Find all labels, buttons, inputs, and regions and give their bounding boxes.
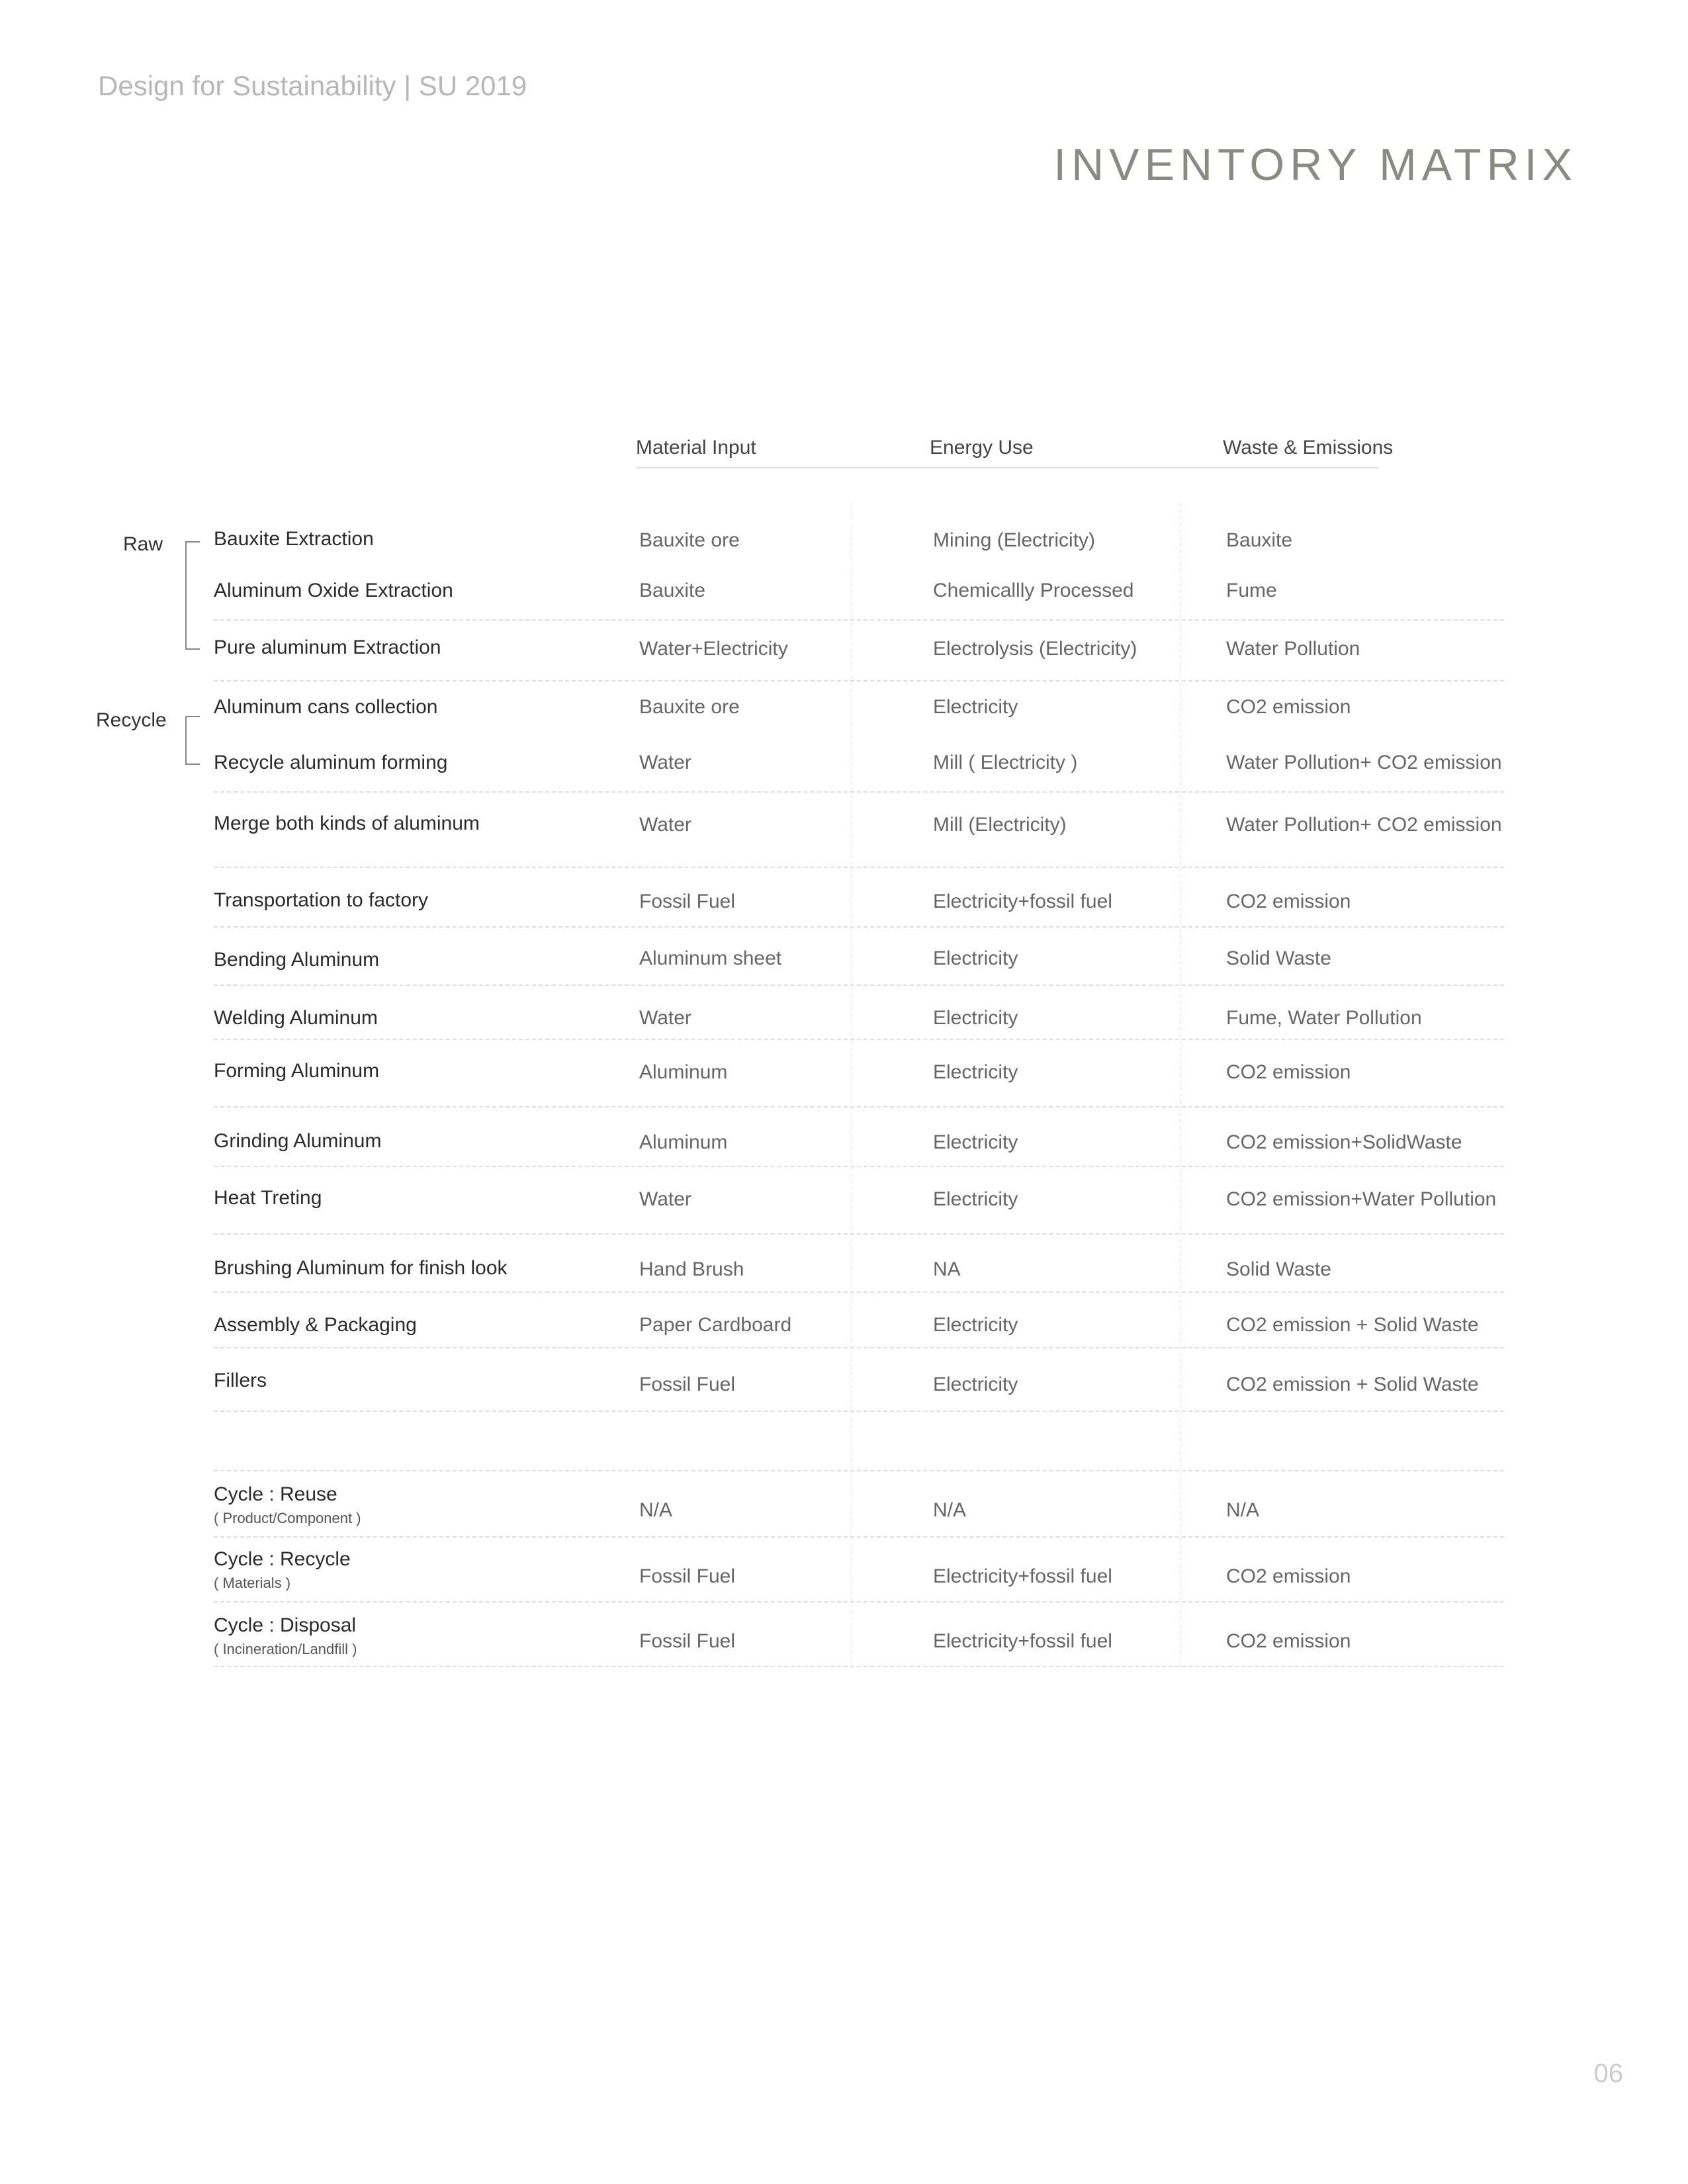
energy-cell: NA <box>933 1258 961 1280</box>
group-bracket-raw <box>185 541 200 650</box>
row-separator <box>214 984 1504 986</box>
row-label-text: Cycle : Recycle <box>214 1548 351 1570</box>
table-row <box>214 929 1504 986</box>
row-sublabel: ( Materials ) <box>214 1575 291 1591</box>
row-label-text: Transportation to factory <box>214 889 429 911</box>
row-separator <box>214 1347 1504 1348</box>
table-row <box>214 568 1504 621</box>
waste-cell: CO2 emission+Water Pollution <box>1226 1188 1497 1210</box>
table-row <box>214 1109 1504 1167</box>
material-cell: Water <box>639 1007 691 1029</box>
waste-cell: Water Pollution <box>1226 638 1360 660</box>
column-header-waste: Waste & Emissions <box>1223 437 1394 459</box>
row-separator <box>214 1666 1504 1667</box>
material-cell: Water+Electricity <box>639 638 788 660</box>
energy-cell: Mill (Electricity) <box>933 814 1067 836</box>
row-label-text: Brushing Aluminum for finish look <box>214 1257 508 1279</box>
row-label <box>214 889 428 912</box>
waste-cell: CO2 emission+SolidWaste <box>1226 1131 1462 1153</box>
column-header-energy: Energy Use <box>930 437 1034 459</box>
table-row <box>214 1604 1504 1667</box>
page-title: INVENTORY MATRIX <box>1053 140 1577 190</box>
table-row <box>214 987 1504 1040</box>
energy-cell: Chemicallly Processed <box>933 580 1134 601</box>
row-label-text: Forming Aluminum <box>214 1060 380 1082</box>
waste-cell: CO2 emission <box>1226 1565 1351 1587</box>
waste-cell: CO2 emission <box>1226 891 1351 912</box>
row-label-text: Heat Treting <box>214 1187 322 1209</box>
row-label <box>214 1548 351 1592</box>
material-cell: Fossil Fuel <box>639 891 736 912</box>
table-row <box>214 794 1504 868</box>
table-row <box>214 1413 1504 1471</box>
material-cell: N/A <box>639 1499 673 1521</box>
waste-cell: Bauxite <box>1226 529 1293 551</box>
row-separator <box>214 867 1504 868</box>
material-cell: Hand Brush <box>639 1258 744 1280</box>
waste-cell: Water Pollution+ CO2 emission <box>1226 814 1502 836</box>
row-label <box>214 812 480 835</box>
material-cell: Fossil Fuel <box>639 1374 736 1395</box>
row-label-text: Aluminum cans collection <box>214 696 438 718</box>
table-row <box>214 1539 1504 1602</box>
material-cell: Bauxite <box>639 580 706 601</box>
table-row <box>214 1041 1504 1108</box>
material-cell: Fossil Fuel <box>639 1630 736 1652</box>
row-separator <box>214 1470 1504 1471</box>
group-label-recycle: Recycle <box>96 709 167 731</box>
row-label-text: Merge both kinds of aluminum <box>214 812 480 834</box>
column-header-material: Material Input <box>636 437 756 459</box>
row-label <box>214 1314 417 1336</box>
group-bracket-recycle <box>185 716 200 765</box>
energy-cell: Electricity <box>933 1131 1018 1153</box>
row-label-text: Fillers <box>214 1370 267 1391</box>
row-label <box>214 528 374 550</box>
row-separator <box>214 1411 1504 1412</box>
row-separator <box>214 791 1504 793</box>
energy-cell: N/A <box>933 1499 967 1521</box>
row-label <box>214 1483 361 1527</box>
row-separator <box>214 619 1504 621</box>
waste-cell: CO2 emission + Solid Waste <box>1226 1314 1479 1336</box>
row-separator <box>214 1166 1504 1167</box>
waste-cell: CO2 emission <box>1226 1630 1351 1652</box>
row-separator <box>214 926 1504 928</box>
energy-cell: Mill ( Electricity ) <box>933 752 1078 773</box>
energy-cell: Electricity <box>933 1374 1018 1395</box>
row-label-text: Bending Aluminum <box>214 949 380 971</box>
waste-cell: Fume, Water Pollution <box>1226 1007 1422 1029</box>
row-label-text: Grinding Aluminum <box>214 1130 382 1152</box>
waste-cell: N/A <box>1226 1499 1260 1521</box>
row-label-text: Bauxite Extraction <box>214 528 374 550</box>
energy-cell: Electricity <box>933 947 1018 969</box>
row-label <box>214 1187 322 1209</box>
row-label <box>214 1007 378 1029</box>
energy-cell: Electricity <box>933 696 1018 718</box>
row-separator <box>214 1291 1504 1293</box>
material-cell: Fossil Fuel <box>639 1565 736 1587</box>
row-label <box>214 636 441 659</box>
row-separator <box>214 680 1504 681</box>
waste-cell: CO2 emission <box>1226 1061 1351 1083</box>
energy-cell: Mining (Electricity) <box>933 529 1096 551</box>
waste-cell: Solid Waste <box>1226 947 1331 969</box>
material-cell: Water <box>639 814 691 836</box>
row-label-text: Welding Aluminum <box>214 1007 378 1029</box>
row-label <box>214 1370 267 1392</box>
material-cell: Aluminum sheet <box>639 947 782 969</box>
row-separator <box>214 1233 1504 1235</box>
row-label-text: Pure aluminum Extraction <box>214 636 441 658</box>
table-row <box>214 516 1504 566</box>
row-label-text: Cycle : Reuse <box>214 1483 337 1505</box>
energy-cell: Electrolysis (Electricity) <box>933 638 1137 660</box>
header-rule <box>636 467 1378 468</box>
row-label <box>214 752 447 774</box>
row-label <box>214 1614 357 1658</box>
row-label <box>214 1130 381 1153</box>
table-row <box>214 1473 1504 1538</box>
energy-cell: Electricity <box>933 1314 1018 1336</box>
table-row <box>214 1294 1504 1348</box>
row-label-text: Aluminum Oxide Extraction <box>214 580 453 601</box>
material-cell: Water <box>639 1188 691 1210</box>
table-row <box>214 622 1504 681</box>
material-cell: Aluminum <box>639 1131 728 1153</box>
waste-cell: CO2 emission <box>1226 696 1351 718</box>
table-row <box>214 1168 1504 1235</box>
page-number: 06 <box>1593 2059 1623 2088</box>
table-row <box>214 1236 1504 1293</box>
energy-cell: Electricity+fossil fuel <box>933 891 1112 912</box>
material-cell: Bauxite ore <box>639 696 740 718</box>
row-label <box>214 1257 508 1280</box>
row-separator <box>214 1106 1504 1108</box>
waste-cell: CO2 emission + Solid Waste <box>1226 1374 1479 1395</box>
group-label-raw: Raw <box>123 533 163 555</box>
material-cell: Water <box>639 752 691 773</box>
row-label <box>214 1060 379 1082</box>
energy-cell: Electricity <box>933 1061 1018 1083</box>
material-cell: Bauxite ore <box>639 529 740 551</box>
row-separator <box>214 1601 1504 1602</box>
row-label <box>214 696 437 719</box>
energy-cell: Electricity <box>933 1188 1018 1210</box>
waste-cell: Fume <box>1226 580 1277 601</box>
waste-cell: Water Pollution+ CO2 emission <box>1226 752 1502 773</box>
row-label-text: Cycle : Disposal <box>214 1614 357 1636</box>
row-sublabel: ( Incineration/Landfill ) <box>214 1641 357 1657</box>
table-row <box>214 871 1504 928</box>
table-row <box>214 1350 1504 1412</box>
energy-cell: Electricity+fossil fuel <box>933 1630 1112 1652</box>
course-label: Design for Sustainability | SU 2019 <box>98 70 527 101</box>
row-separator <box>214 1536 1504 1538</box>
row-label-text: Recycle aluminum forming <box>214 752 448 773</box>
row-label <box>214 949 379 971</box>
row-sublabel: ( Product/Component ) <box>214 1510 361 1526</box>
energy-cell: Electricity+fossil fuel <box>933 1565 1112 1587</box>
material-cell: Paper Cardboard <box>639 1314 792 1336</box>
energy-cell: Electricity <box>933 1007 1018 1029</box>
table-row <box>214 683 1504 737</box>
row-label-text: Assembly & Packaging <box>214 1314 417 1336</box>
row-separator <box>214 1039 1504 1040</box>
material-cell: Aluminum <box>639 1061 728 1083</box>
table-row <box>214 738 1504 793</box>
row-label <box>214 580 453 602</box>
waste-cell: Solid Waste <box>1226 1258 1331 1280</box>
